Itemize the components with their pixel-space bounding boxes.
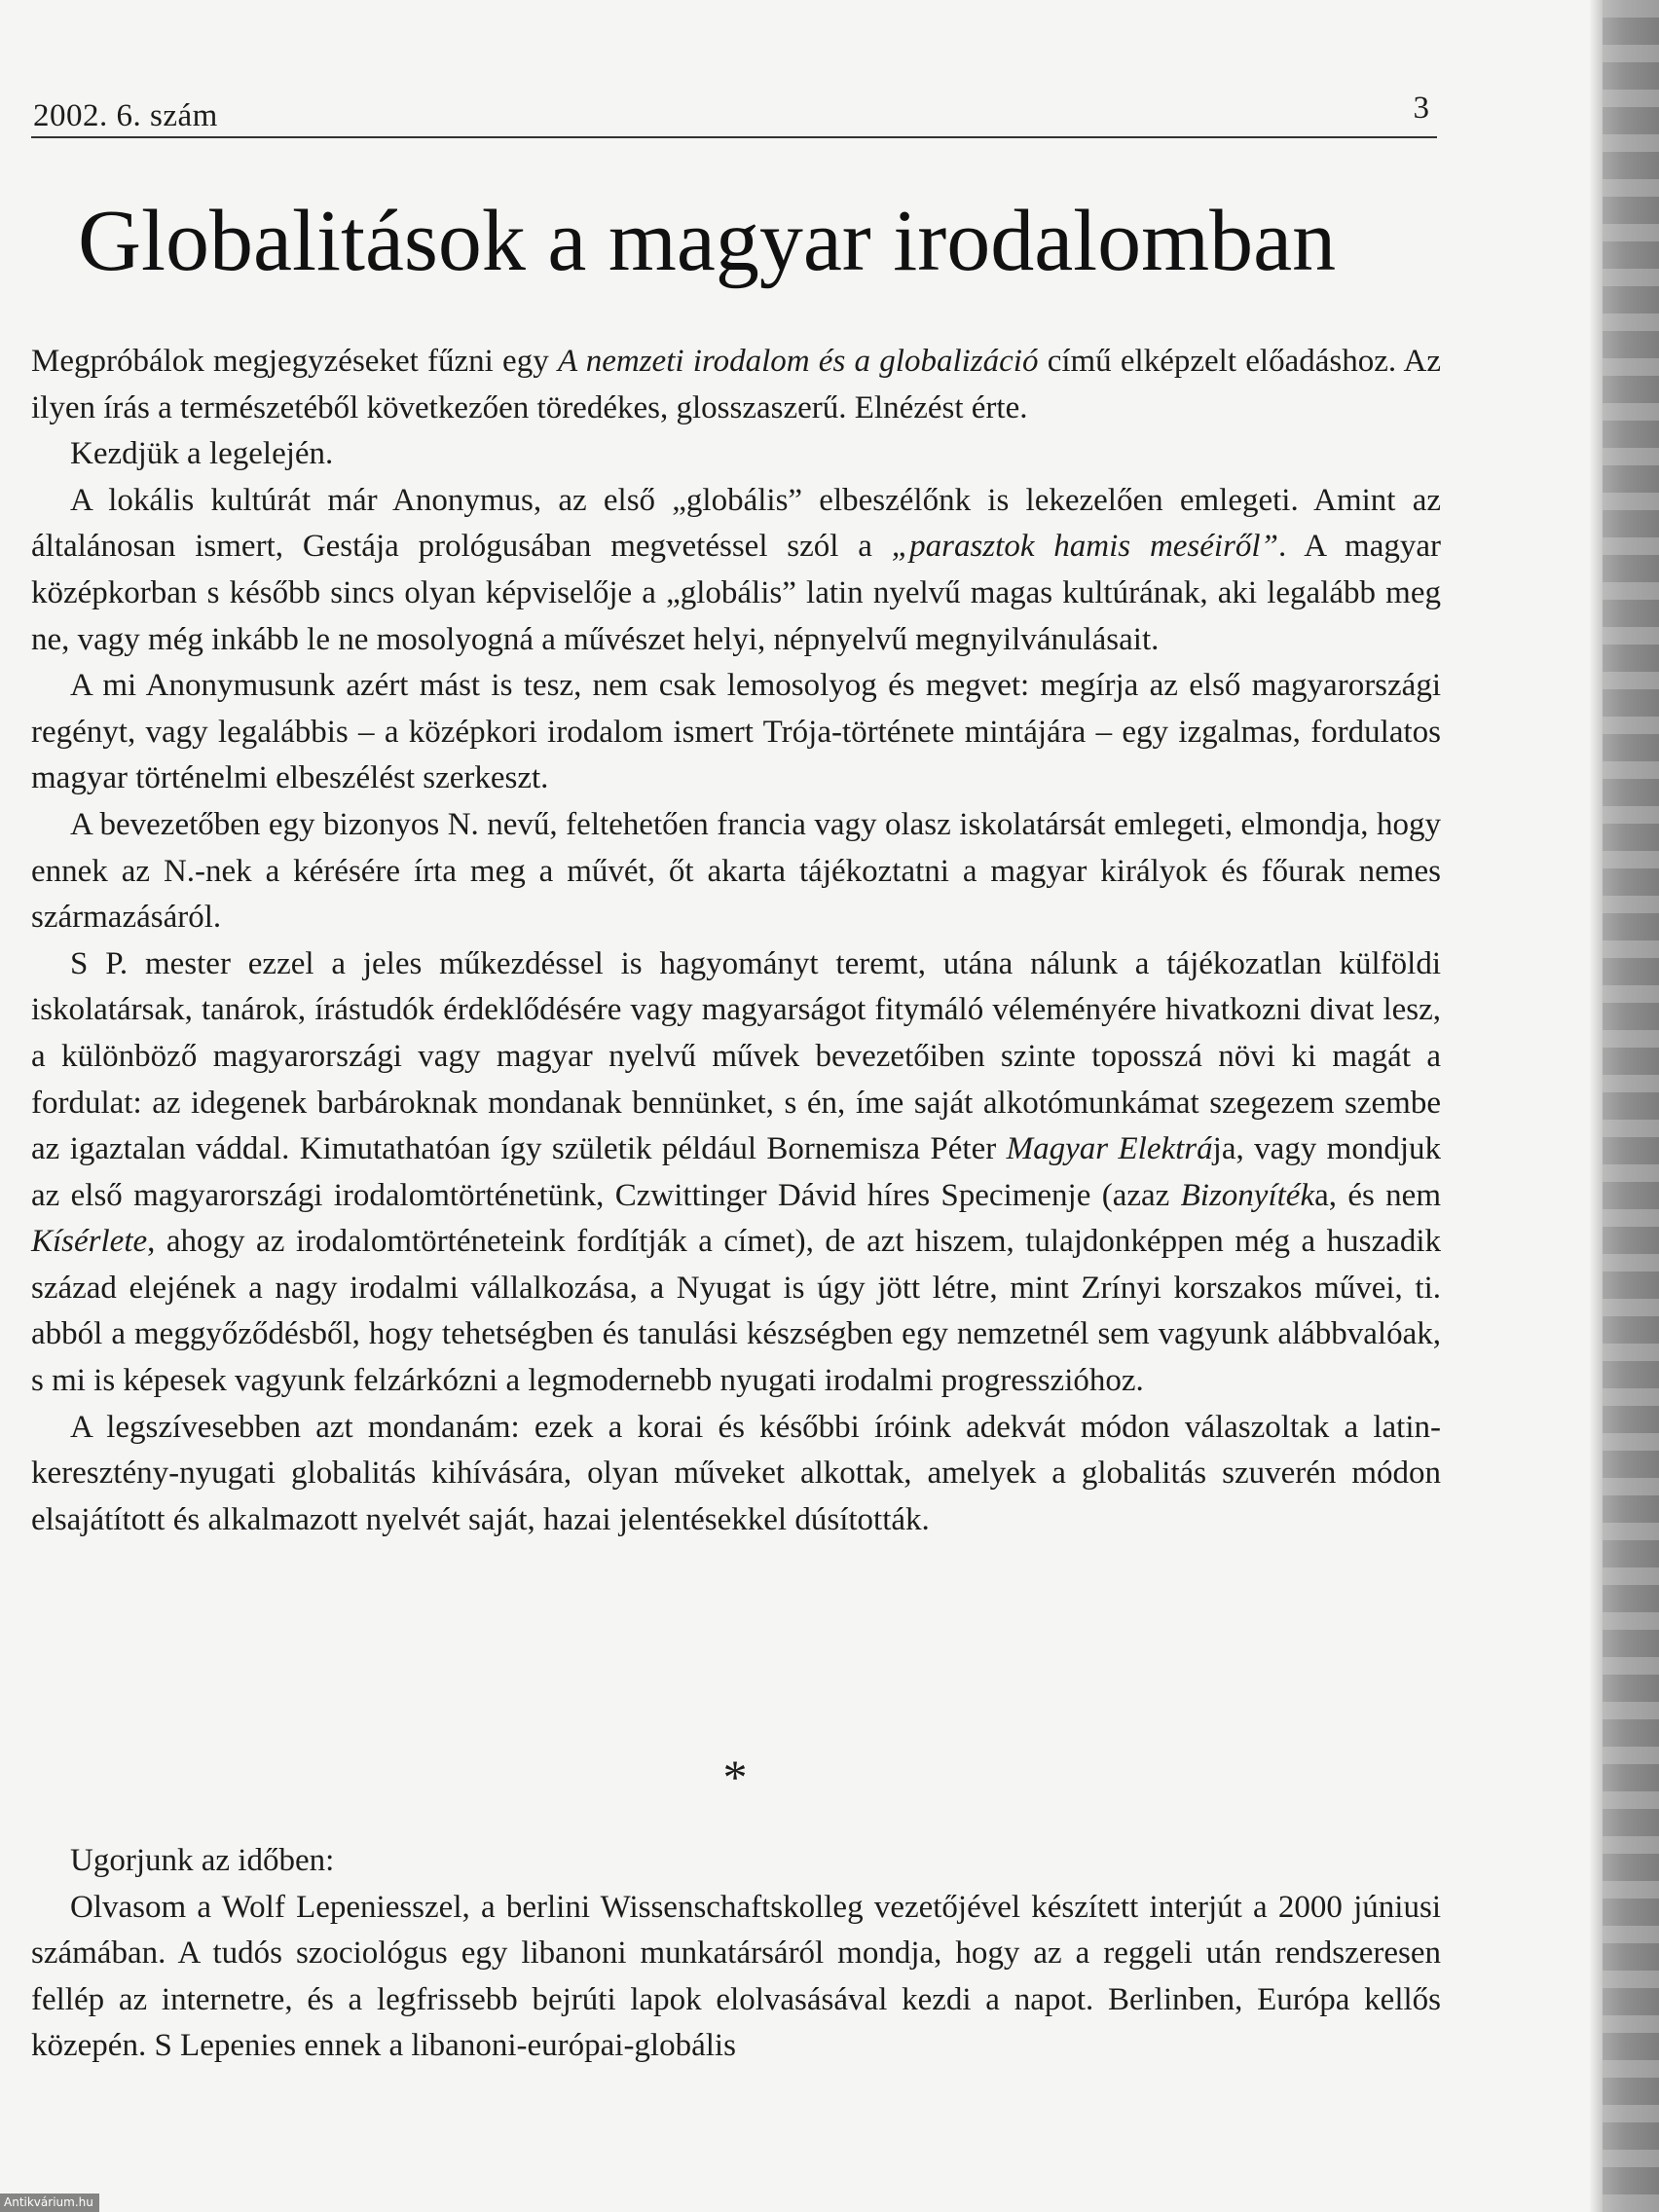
italic-run: Kísérlete [31,1224,148,1260]
page-fold-shadow [1589,0,1603,2212]
article-body-continued [31,1838,1441,2070]
text-run: Megpróbálok megjegyzéseket fűzni egy [31,344,558,379]
paragraph [31,339,1441,431]
watermark: Antikvárium.hu [0,2194,99,2212]
text-run: S P. mester ezzel a jeles műkezdéssel is hagyományt teremt, utána nálunk a tájékozatlan külföldi iskolatársak, tanárok, írástudók érdeklődésére vagy magyarságot fitymáló véleményére hivatkozni divat lesz, a különböző magyarországi vagy magyar nyelvű művek bevezetőiben szinte toposszá növi ki magát a fordulat: az idegenek barbároknak mondanak bennünket, s én, íme saját alkotómunkámat szegezem szembe az igaztalan váddal. Kimutathatóan így születik például Bornemisza Péter [31,945,1441,1167]
text-run: A mi Anonymusunk azért mást is tesz, nem csak lemosolyog és megvet: megírja az első magyarországi regényt, vagy legalábbis – a középkori irodalom ismert Trója-története mintájára – egy izgalmas, fordulatos magyar történelmi elbeszélést szerkeszt. [31,668,1441,796]
text-run: A bevezetőben egy bizonyos N. nevű, feltehetően francia vagy olasz iskolatársát emlegeti, elmondja, hogy ennek az N.-nek a kérésére írta meg a művét, őt akarta tájékoztatni a magyar királyok és főurak nemes származásáról. [31,806,1441,936]
text-run: A legszívesebben azt mondanám: ezek a korai és későbbi íróink adekvát módon válaszoltak a latin-keresztény-nyugati globalitás kihívására, olyan műveket alkottak, amelyek a globalitás szuverén módon elsajátított és alkalmazott nyelvét saját, hazai jelentésekkel dúsították. [31,1409,1441,1537]
italic-run: Bizonyíték [1180,1177,1315,1213]
paragraph [31,1405,1441,1544]
text-run: . A magyar középkorban s később sincs olyan képviselője a „globális” latin nyelvű magas kultúrának, aki legalább meg ne, vagy még inkább le ne mosolyogná a művészet helyi, népnyelvű megnyilvánulásait. [31,529,1441,657]
italic-run: A nemzeti irodalom és a globalizáció [557,344,1039,379]
italic-run: Magyar Elektrá [1006,1131,1213,1167]
text-run: ja, vagy mondjuk az első magyarországi irodalomtörténetünk, Czwittinger Dávid híres Specimenje (azaz [31,1131,1441,1213]
text-run: című elképzelt előadáshoz. Az ilyen írás a természetéből következően töredékes, glosszaszerű. Elnézést érte. [31,344,1441,425]
text-run: A lokális kultúrát már Anonymus, az első „globális” elbeszélőnk is lekezelően emlegeti. Amint az általánosan ismert, Gestája prológusában megvetéssel szól a [31,482,1441,565]
paragraph [31,1885,1441,2070]
paragraph [31,663,1441,802]
paragraph [31,1838,1441,1885]
article-title: Globalitások a magyar irodalomban [78,193,1337,289]
text-run: Ugorjunk az időben: [70,1843,335,1878]
text-run: , ahogy az irodalomtörténeteink fordítják a címet), de azt hiszem, tulajdonképpen még a huszadik század elejének a nagy irodalmi vállalkozása, a Nyugat is úgy jött létre, mint Zrínyi korszakos művei, ti. abból a meggyőződésből, hogy tehetségben és tanulási készségben egy nemzetnél sem vagyunk alábbvalóak, s mi is képesek vagyunk felzárkózni a legmodernebb nyugati irodalmi progresszióhoz. [31,1224,1441,1399]
page-number: 3 [1413,91,1429,126]
paragraph [31,941,1441,1405]
text-run: a, és nem [1314,1177,1441,1213]
paragraph [31,478,1441,663]
text-run: Olvasom a Wolf Lepeniesszel, a berlini Wissenschaftskolleg vezetőjével készített interjút a 2000 júniusi számában. A tudós szociológus egy libanoni munkatársáról mondja, hogy az a reggeli után rendszeresen fellép az internetre, és a legfrissebb bejrúti lapok elolvasásával kezdi a napot. Berlinben, Európa kellős közepén. S Lepenies ennek a libanoni-európai-globális [31,1889,1441,2064]
running-header [31,86,1437,138]
text-run: Kezdjük a legelején. [70,436,334,472]
italic-run: „parasztok hamis meséiről” [891,529,1278,565]
issue-label: 2002. 6. szám [33,98,218,133]
paragraph [31,802,1441,941]
next-page-bleed [1603,0,1659,2212]
article-body [31,339,1441,1543]
paragraph [31,431,1441,478]
section-separator: * [722,1750,748,1804]
